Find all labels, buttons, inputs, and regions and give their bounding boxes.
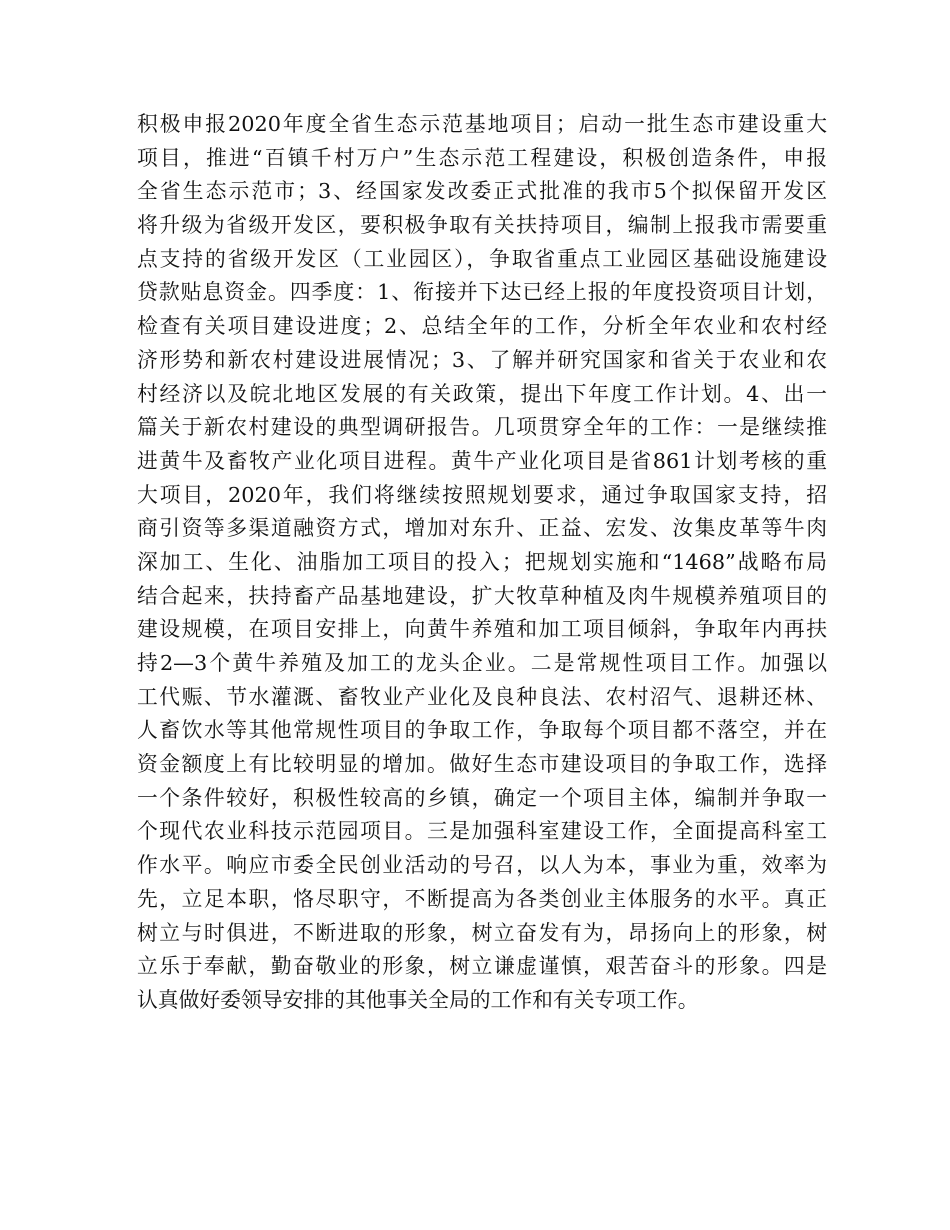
- text-line: 检查有关项目建设进度；2、总结全年的工作，分析全年农业和农村经: [137, 314, 827, 339]
- text-line: 将升级为省级开发区，要积极争取有关扶持项目，编制上报我市需要重: [137, 213, 827, 238]
- text-line: 大项目，2020年，我们将继续按照规划要求，通过争取国家支持，招: [137, 482, 827, 507]
- text-line: 先，立足本职，恪尽职守，不断提高为各类创业主体服务的水平。真正: [137, 886, 827, 911]
- text-line: 持2—3个黄牛养殖及加工的龙头企业。二是常规性项目工作。加强以: [137, 651, 827, 675]
- text-line: 全省生态示范市；3、经国家发改委正式批准的我市5个拟保留开发区: [137, 179, 827, 204]
- text-line: 村经济以及皖北地区发展的有关政策，提出下年度工作计划。4、出一: [137, 381, 827, 406]
- text-line: 项目，推进“百镇千村万户”生态示范工程建设，积极创造条件，申报: [137, 145, 827, 170]
- text-line: 贷款贴息资金。四季度：1、衔接并下达已经上报的年度投资项目计划，: [137, 280, 827, 305]
- text-line: 深加工、生化、油脂加工项目的投入；把规划实施和“1468”战略布局: [137, 549, 827, 574]
- text-line: 作水平。响应市委全民创业活动的号召，以人为本，事业为重，效率为: [137, 853, 827, 878]
- text-line: 积极申报2020年度全省生态示范基地项目；启动一批生态市建设重大: [137, 112, 827, 136]
- text-line-last: 认真做好委领导安排的其他事关全局的工作和有关专项工作。: [137, 987, 699, 1012]
- text-line: 树立与时俱进，不断进取的形象，树立奋发有为，昂扬向上的形象，树: [137, 920, 827, 945]
- text-line: 篇关于新农村建设的典型调研报告。几项贯穿全年的工作：一是继续推: [137, 415, 827, 440]
- text-line: 人畜饮水等其他常规性项目的争取工作，争取每个项目都不落空，并在: [137, 718, 827, 743]
- text-line: 一个条件较好，积极性较高的乡镇，确定一个项目主体，编制并争取一: [137, 785, 827, 810]
- text-line: 资金额度上有比较明显的增加。做好生态市建设项目的争取工作，选择: [137, 752, 827, 777]
- text-line: 商引资等多渠道融资方式，增加对东升、正益、宏发、汝集皮革等牛肉: [137, 516, 827, 541]
- text-line: 个现代农业科技示范园项目。三是加强科室建设工作，全面提高科室工: [137, 819, 827, 844]
- text-line: 济形势和新农村建设进展情况；3、了解并研究国家和省关于农业和农: [137, 347, 827, 372]
- body-paragraph: [137, 108, 827, 1018]
- text-line: 结合起来，扶持畜产品基地建设，扩大牧草种植及肉牛规模养殖项目的: [137, 583, 827, 608]
- text-line: 点支持的省级开发区（工业园区），争取省重点工业园区基础设施建设: [137, 246, 827, 271]
- text-line: 立乐于奉献，勤奋敬业的形象，树立谦虚谨慎，艰苦奋斗的形象。四是: [137, 954, 827, 979]
- text-line: 工代赈、节水灌溉、畜牧业产业化及良种良法、农村沼气、退耕还林、: [137, 684, 827, 709]
- text-line: 进黄牛及畜牧产业化项目进程。黄牛产业化项目是省861计划考核的重: [137, 448, 827, 473]
- text-line: 建设规模，在项目安排上，向黄牛养殖和加工项目倾斜，争取年内再扶: [137, 617, 827, 642]
